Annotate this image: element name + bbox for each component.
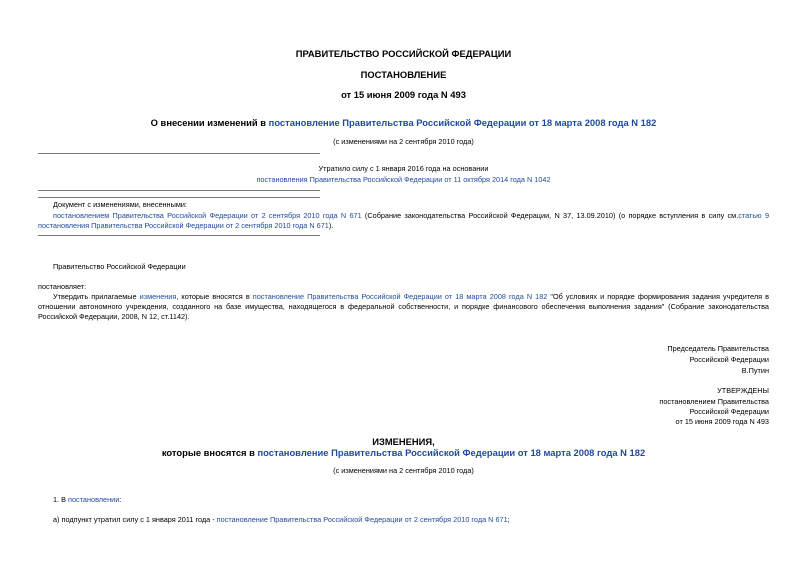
- resolution-text-pre: Утвердить прилагаемые: [53, 292, 140, 301]
- subject-link[interactable]: постановление Правительства Российской Федерации от 18 марта 2008 года N 182: [268, 117, 657, 128]
- change-item-a: [53, 515, 510, 525]
- item-a-suffix: ;: [507, 515, 510, 524]
- divider: [38, 235, 320, 236]
- changes-subtitle-link[interactable]: постановление Правительства Российской Федерации от 18 марта 2008 года N 182: [257, 447, 646, 458]
- signature-role: Председатель Правительства: [667, 344, 769, 353]
- signature-name: В.Путин: [741, 366, 769, 375]
- resolution-182-link[interactable]: постановление Правительства Российской Федерации от 18 марта 2008 года N 182: [252, 292, 548, 301]
- changes-revision-note: (с изменениями на 2 сентября 2010 года): [333, 466, 474, 475]
- document-date-number: от 15 июня 2009 года N 493: [341, 89, 466, 100]
- item-1-suffix: :: [119, 495, 122, 504]
- amendment-link[interactable]: постановлением Правительства Российской Федерации от 2 сентября 2010 года N 671: [53, 211, 362, 220]
- item-a-link[interactable]: постановление Правительства Российской Федерации от 2 сентября 2010 года N 671: [216, 515, 508, 524]
- divider: [38, 153, 320, 154]
- approved-date: от 15 июня 2009 года N 493: [675, 417, 769, 426]
- signature-country: Российской Федерации: [689, 355, 769, 364]
- expired-notice: Утратило силу с 1 января 2016 года на основании: [318, 164, 489, 173]
- approved-line: постановлением Правительства: [659, 397, 769, 406]
- changes-subtitle: [0, 447, 807, 458]
- changes-subtitle-prefix: которые вносятся в: [161, 447, 258, 458]
- document-subject: [0, 117, 807, 128]
- resolution-text-post: "Об условиях и порядке формирования задания учредителя в отношении автономного учреждения, созданного на базе имущества, находящегося в федеральной собственности, и порядке финансового обеспечения выполнения задания" (Собрание законодательства Российской Федерации, 2008, N 12, ст.1142).: [38, 292, 769, 322]
- amendments-heading: Документ с изменениями, внесенными:: [53, 200, 187, 209]
- changes-title: ИЗМЕНЕНИЯ,: [372, 436, 435, 447]
- subject-prefix: О внесении изменений в: [150, 117, 269, 128]
- amendments-paragraph: [38, 211, 769, 231]
- expired-basis-link[interactable]: постановления Правительства Российской Федерации от 11 октября 2014 года N 1042: [256, 175, 551, 184]
- divider: [38, 197, 320, 198]
- revision-note: (с изменениями на 2 сентября 2010 года): [333, 137, 474, 146]
- entry-into-force-link[interactable]: статью 9 постановления Правительства Российской Федерации от 2 сентября 2010 года N 671: [38, 211, 770, 231]
- issuer: Правительство Российской Федерации: [53, 262, 186, 271]
- item-1-link[interactable]: постановлении: [68, 495, 120, 504]
- expired-notice-link-line: [0, 175, 807, 185]
- item-a-prefix: а) подпункт утратил силу с 1 января 2011 года -: [53, 515, 217, 524]
- document-type: ПОСТАНОВЛЕНИЕ: [360, 69, 447, 80]
- approved-title: УТВЕРЖДЕНЫ: [717, 386, 769, 395]
- resolves-label: постановляет:: [38, 282, 87, 291]
- government-title: ПРАВИТЕЛЬСТВО РОССИЙСКОЙ ФЕДЕРАЦИИ: [295, 48, 512, 59]
- change-item-1: [53, 495, 121, 505]
- amendment-text: (Собрание законодательства Российской Федерации, N 37, 13.09.2010) (о порядке вступления в силу см.: [361, 211, 739, 220]
- changes-link[interactable]: изменения: [139, 292, 177, 301]
- resolution-paragraph: [38, 292, 769, 323]
- resolution-text-mid: , которые вносятся в: [176, 292, 253, 301]
- amendment-text-end: ).: [328, 221, 334, 231]
- divider: [38, 190, 320, 191]
- approved-line: Российской Федерации: [689, 407, 769, 416]
- item-1-prefix: 1. В: [53, 495, 69, 504]
